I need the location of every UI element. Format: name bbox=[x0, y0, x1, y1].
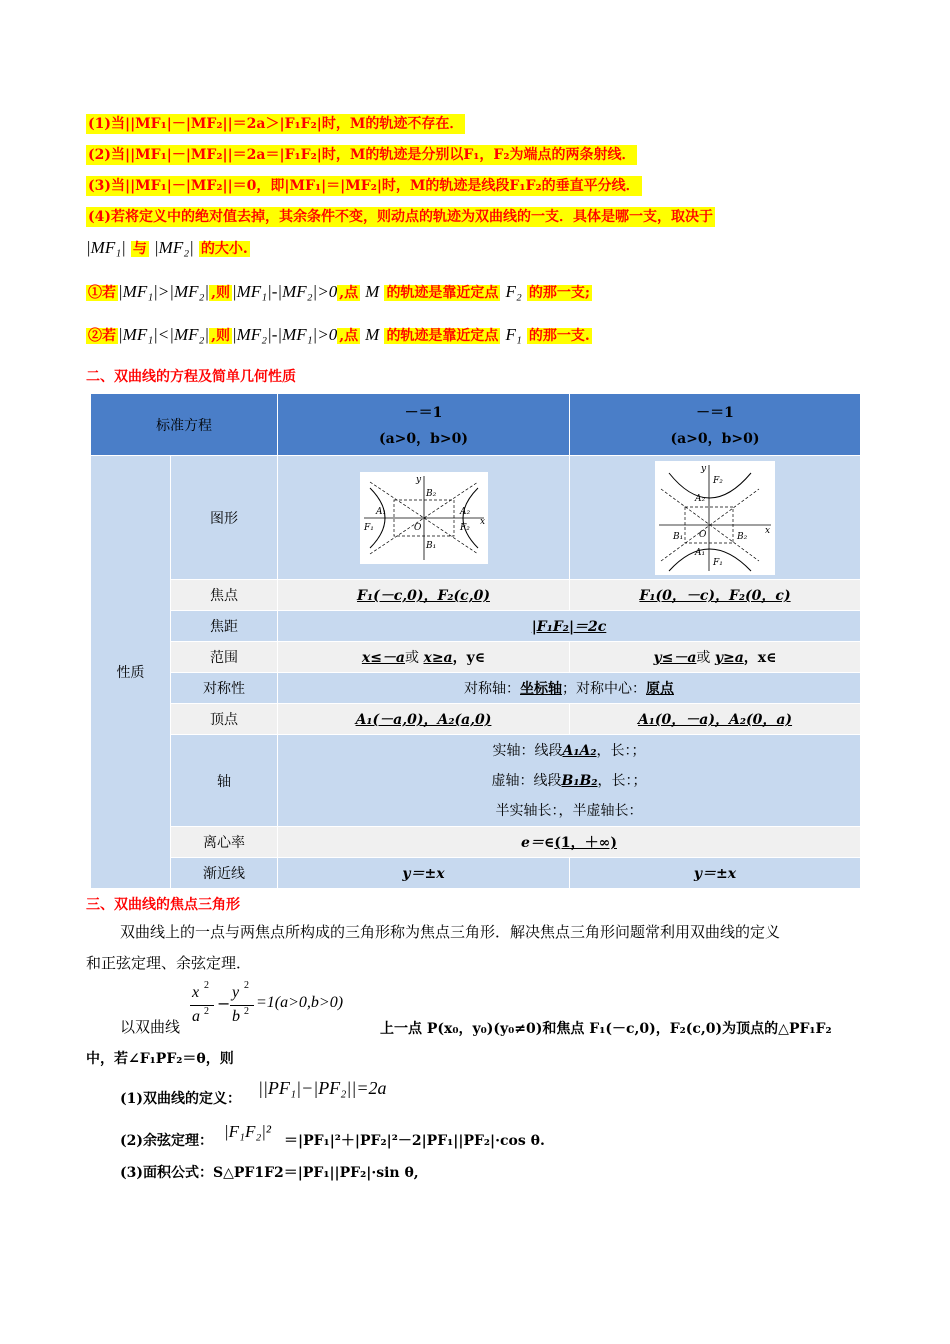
hyperbola-horizontal-figure bbox=[360, 472, 488, 564]
case1-m: M bbox=[365, 282, 380, 301]
row-sym-label: 对称性 bbox=[171, 673, 278, 704]
case1-end: 的那一支; bbox=[528, 285, 591, 301]
range1-d: ，y∈ bbox=[452, 650, 486, 666]
eq-b: b bbox=[232, 1008, 240, 1025]
case1-diff: |MF₁|-|MF₂|>0 bbox=[231, 282, 338, 301]
fig1-b1: B₁ bbox=[425, 540, 436, 551]
row-vertex-label: 顶点 bbox=[171, 704, 278, 735]
sym-a: 对称轴： bbox=[464, 681, 520, 697]
axis-real-c: ，长：； bbox=[596, 742, 646, 759]
eq-y: y bbox=[232, 984, 240, 1001]
note-line-3: (3)当||MF₁|－|MF₂||＝0，即|MF₁|＝|MF₂|时，M的轨迹是线段F₁F₂的垂直平分线． bbox=[88, 178, 640, 194]
note-with: 与 bbox=[132, 241, 147, 257]
eq-x: x bbox=[192, 984, 200, 1001]
ecc-b: (1，＋∞) bbox=[554, 835, 617, 851]
fig2-y-label: y bbox=[701, 463, 707, 474]
case2-point: ,点 bbox=[339, 328, 359, 344]
fig2-a2: A₂ bbox=[695, 493, 706, 504]
row-focal-label: 焦距 bbox=[171, 611, 278, 642]
case2-m: M bbox=[365, 325, 380, 344]
fig2-a1: A₁ bbox=[695, 547, 706, 558]
row-axis-label: 轴 bbox=[171, 735, 278, 827]
row-focus-label: 焦点 bbox=[171, 580, 278, 611]
row-graph-label: 图形 bbox=[171, 456, 278, 580]
eq2-cond: (a>0，b>0) bbox=[670, 430, 760, 447]
fig2-b2: B₂ bbox=[737, 531, 748, 542]
fig2-f2: F₂ bbox=[713, 475, 723, 486]
header-standard-eq: 标准方程 bbox=[91, 394, 278, 456]
range1-a: x≤－a bbox=[361, 650, 406, 666]
item-1-math: ||PF₁|−|PF₂||=2a bbox=[258, 1078, 387, 1098]
axis-imag-b: B₁B₂ bbox=[561, 772, 598, 789]
s3-para-2-post: 上一点 P(x₀，y₀)(y₀≠0)和焦点 F₁(－c,0)，F₂(c,0)为顶点的△PF₁F₂ bbox=[380, 1021, 832, 1037]
fig1-f2: F₂ bbox=[459, 522, 470, 533]
axis-real-a: 实轴：线段 bbox=[492, 742, 563, 759]
header-eq-2 bbox=[570, 394, 861, 456]
range2-or: 或 bbox=[696, 650, 711, 666]
note-line-1: (1)当||MF₁|－|MF₂||＝2a＞|F₁F₂|时，M的轨迹不存在． bbox=[88, 116, 464, 132]
note-line-2: (2)当||MF₁|－|MF₂||＝2a＝|F₁F₂|时，M的轨迹是分别以F₁，F₂为端点的两条射线． bbox=[88, 147, 636, 163]
asym-value-2: y＝±x bbox=[693, 866, 737, 882]
note-line-5 bbox=[86, 238, 250, 258]
sym-d: 原点 bbox=[646, 681, 674, 697]
fig1-a2: A₂ bbox=[459, 506, 470, 517]
axis-imag-a: 虚轴：线段 bbox=[491, 772, 562, 789]
case1-text: 的轨迹是靠近定点 bbox=[386, 285, 499, 301]
range2-d: ，x∈ bbox=[743, 650, 777, 666]
fig1-f1: F₁ bbox=[363, 522, 374, 533]
asym-value-1: y＝±x bbox=[402, 866, 445, 882]
eq1-top: －＝1 bbox=[404, 404, 443, 421]
s3-para-1b: 和正弦定理、余弦定理． bbox=[86, 954, 252, 972]
axis-half: 半实轴长：，半虚轴长： bbox=[495, 802, 643, 819]
case1-then: ,则 bbox=[211, 285, 230, 301]
vertex-value-1: A₁(－a,0)，A₂(a,0) bbox=[355, 712, 492, 728]
fig2-f1: F₁ bbox=[713, 557, 723, 568]
sym-b: 坐标轴 bbox=[520, 681, 562, 697]
eq-a: a bbox=[192, 1008, 200, 1025]
focal-value: |F₁F₂|＝2c bbox=[531, 619, 607, 635]
case2-end: 的那一支. bbox=[528, 328, 590, 344]
case1-cond: |MF₁|>|MF₂| bbox=[118, 282, 210, 301]
row-ecc-label: 离心率 bbox=[171, 827, 278, 858]
range-cell-2 bbox=[570, 642, 861, 673]
item-2-rest: ＝|PF₁|²＋|PF₂|²－2|PF₁||PF₂|·cos θ. bbox=[284, 1133, 545, 1149]
section-3-title: 三、双曲线的焦点三角形 bbox=[86, 897, 240, 913]
hyperbola-vertical-figure bbox=[655, 461, 775, 575]
row-asym-label: 渐近线 bbox=[171, 858, 278, 889]
case2-diff: |MF₂|-|MF₁|>0 bbox=[231, 325, 338, 344]
graph-cell-1 bbox=[278, 456, 570, 580]
ecc-a: e＝∈ bbox=[521, 835, 555, 851]
row-range-label: 范围 bbox=[171, 642, 278, 673]
s3-para-2-pre: 以双曲线 bbox=[120, 1018, 181, 1036]
s3-para-1a: 双曲线上的一点与两焦点所构成的三角形称为焦点三角形．解决焦点三角形问题常利用双曲线的定义 bbox=[120, 923, 781, 941]
case2-cond: |MF₁|<|MF₂| bbox=[118, 325, 210, 344]
range-cell-1 bbox=[278, 642, 570, 673]
range1-c: x≥a bbox=[423, 650, 453, 666]
axis-real-b: A₁A₂ bbox=[562, 742, 597, 759]
case2-text: 的轨迹是靠近定点 bbox=[386, 328, 499, 344]
case-line-2 bbox=[86, 325, 592, 345]
fig1-b2: B₂ bbox=[425, 488, 436, 499]
item-2-math: |F₁F₂|² bbox=[224, 1122, 272, 1141]
range2-c: y≥a bbox=[714, 650, 744, 666]
case2-then: ,则 bbox=[211, 328, 230, 344]
axis-imag-c: ，长：； bbox=[597, 772, 647, 789]
focus-value-2: F₁(0，－c)，F₂(0，c) bbox=[639, 588, 791, 604]
eq2-top: －＝1 bbox=[696, 404, 734, 421]
fig1-o: O bbox=[413, 522, 421, 533]
item-2-label: (2)余弦定理： bbox=[120, 1133, 213, 1149]
fig1-y-label: y bbox=[415, 474, 421, 485]
range1-or: 或 bbox=[405, 650, 420, 666]
case-line-1 bbox=[86, 282, 592, 302]
fig1-x-label: x bbox=[479, 516, 485, 527]
item-1-label: (1)双曲线的定义： bbox=[120, 1091, 241, 1107]
sym-cell bbox=[278, 673, 861, 704]
note-size: 的大小. bbox=[200, 241, 248, 257]
hyperbola-equation: x 2 a 2 − y 2 b 2 =1(a>0,b>0) bbox=[192, 980, 344, 1025]
axis-cell bbox=[278, 735, 861, 827]
focus-value-1: F₁(－c,0)，F₂(c,0) bbox=[357, 588, 490, 604]
case2-f: F₁ bbox=[505, 325, 522, 344]
props-label: 性质 bbox=[91, 456, 171, 889]
header-eq-1 bbox=[278, 394, 570, 456]
fig1-a1: A₁ bbox=[375, 506, 386, 517]
vertex-value-2: A₁(0，－a)，A₂(0，a) bbox=[637, 712, 793, 728]
fig2-o: O bbox=[699, 529, 707, 540]
case1-point: ,点 bbox=[339, 285, 359, 301]
item-3: (3)面积公式：S△PF1F2＝|PF₁||PF₂|·sin θ, bbox=[120, 1165, 419, 1181]
case1-f: F₂ bbox=[505, 282, 522, 301]
properties-table bbox=[90, 393, 861, 889]
case2-if: ②若 bbox=[88, 328, 116, 344]
note-line-4: (4)若将定义中的绝对值去掉，其余条件不变，则动点的轨迹为双曲线的一支．具体是哪一支，取决于 bbox=[88, 209, 713, 225]
fig2-x-label: x bbox=[765, 525, 771, 536]
case1-if: ①若 bbox=[88, 285, 116, 301]
section-2-title: 二、双曲线的方程及简单几何性质 bbox=[86, 369, 296, 385]
eq-rest: =1(a>0,b>0) bbox=[256, 994, 344, 1011]
math-mf2: |MF₂| bbox=[154, 238, 194, 257]
s3-para-3: 中，若∠F₁PF₂＝θ，则 bbox=[86, 1051, 234, 1067]
fig2-b1: B₁ bbox=[673, 531, 684, 542]
sym-c: ；对称中心： bbox=[562, 681, 646, 697]
math-mf1: |MF₁| bbox=[86, 238, 126, 257]
eq1-cond: (a>0，b>0) bbox=[378, 430, 469, 447]
graph-cell-2 bbox=[570, 456, 861, 580]
ecc-cell bbox=[278, 827, 861, 858]
range2-a: y≤－a bbox=[653, 650, 697, 666]
